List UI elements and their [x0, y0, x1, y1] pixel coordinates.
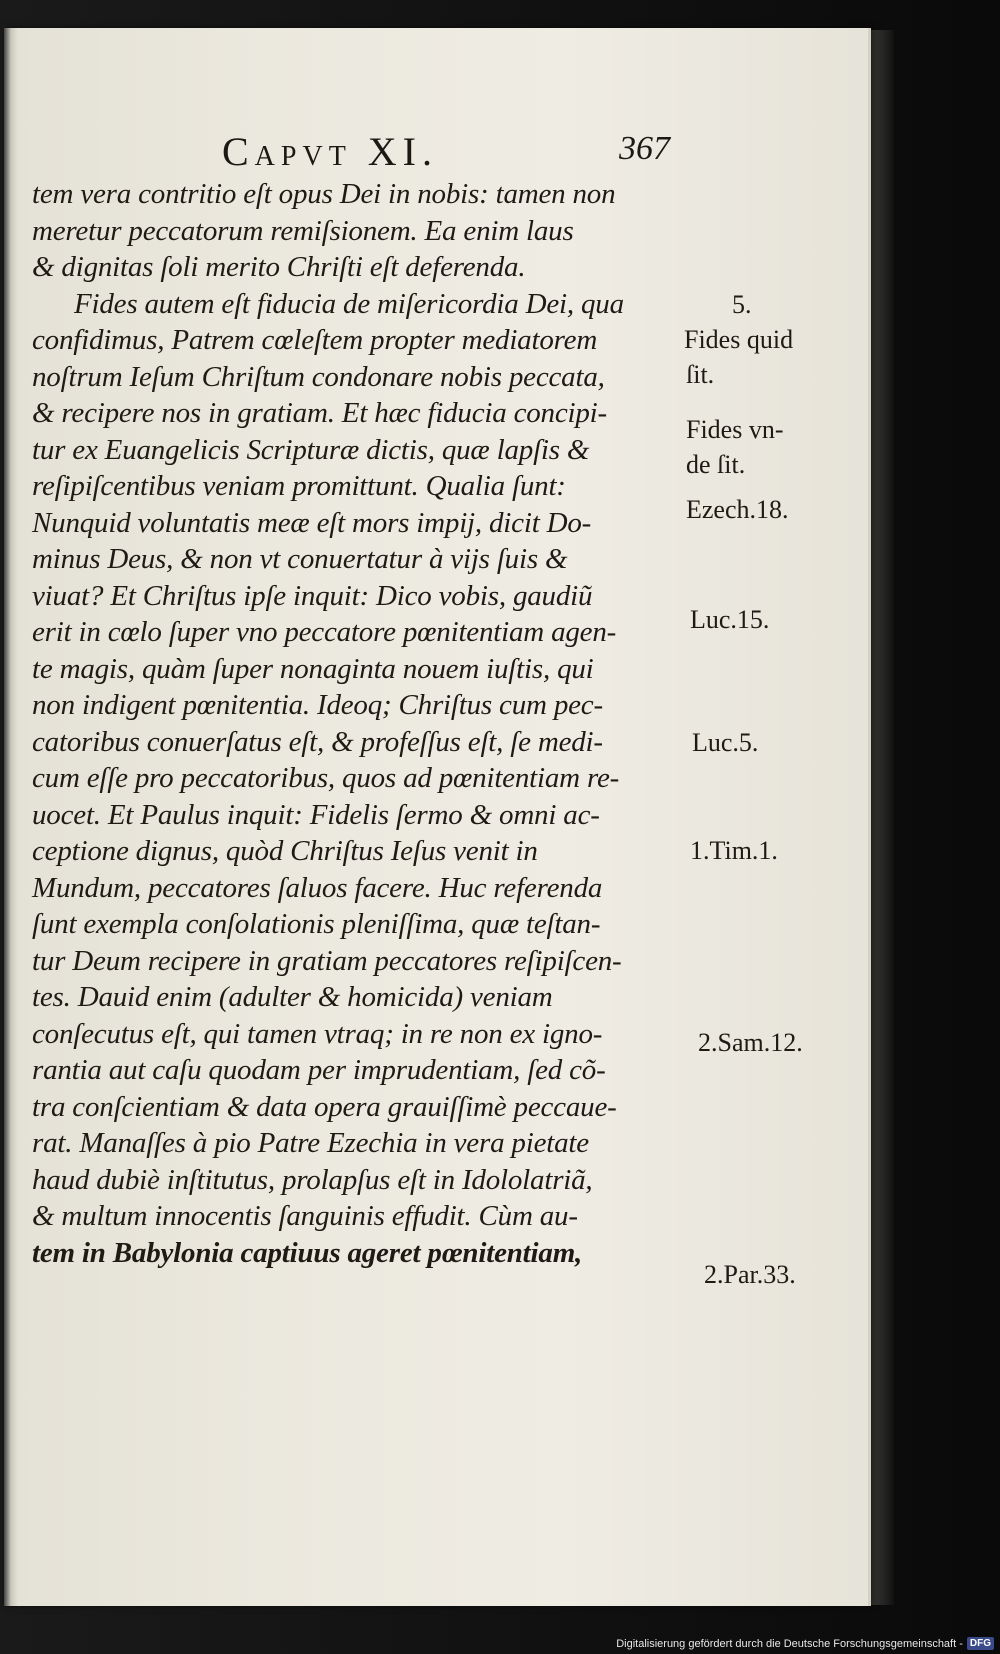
- text-line: confidimus, Patrem cœleſtem propter mediatorem: [32, 324, 598, 356]
- footer-credit: [616, 1637, 994, 1650]
- text-line: catoribus conuerſatus eſt, & profeſſus eſt, ſe medi-: [32, 725, 603, 758]
- margin-note-sam: 2.Sam.12.: [698, 1028, 803, 1057]
- text-line: & recipere nos in gratiam. Et hæc fiducia concipi-: [32, 397, 607, 429]
- book-page: [4, 28, 871, 1606]
- margin-note-tim: 1.Tim.1.: [690, 836, 778, 865]
- margin-note-de-sit: de ſit.: [686, 450, 746, 479]
- margin-note-fides-quid: Fides quid: [684, 325, 794, 354]
- footer-text: Digitalisierung gefördert durch die Deutsche Forschungsgemeinschaft -: [616, 1637, 963, 1650]
- text-line: rantia aut caſu quodam per imprudentiam, ſed cõ-: [32, 1054, 606, 1086]
- text-line: Nunquid voluntatis meæ eſt mors impij, dicit Do-: [32, 506, 592, 539]
- margin-note-luc5: Luc.5.: [692, 728, 759, 757]
- text-line: uocet. Et Paulus inquit: Fidelis ſermo & omni ac-: [32, 798, 600, 831]
- text-line: tra conſcientiam & data opera grauiſſimè peccaue-: [32, 1090, 617, 1123]
- text-line: & dignitas ſoli merito Chriſti eſt deferenda.: [32, 251, 526, 283]
- text-line: cum eſſe pro peccatoribus, quos ad pœnitentiam re-: [32, 762, 620, 794]
- text-line: & multum innocentis ſanguinis effudit. Cùm au-: [32, 1200, 578, 1232]
- margin-note-sit: ſit.: [686, 360, 715, 389]
- page-number: 367: [619, 130, 670, 167]
- margin-note-fides-vnde: Fides vn-: [686, 415, 784, 444]
- text-line: Mundum, peccatores ſaluos facere. Huc referenda: [32, 871, 603, 904]
- text-line: tur Deum recipere in gratiam peccatores reſipiſcen-: [32, 944, 622, 977]
- text-line: ceptione dignus, quòd Chriſtus Ieſus venit in: [32, 835, 538, 867]
- text-line: erit in cœlo ſuper vno peccatore pœnitentiam agen-: [32, 616, 617, 648]
- margin-note-ezech: Ezech.18.: [686, 495, 789, 524]
- text-line: viuat? Et Chriſtus ipſe inquit: Dico vobis, gaudiũ: [32, 579, 593, 612]
- page-edge: [868, 30, 894, 1605]
- text-line: haud dubiè inſtitutus, prolapſus eſt in Idololatriã,: [32, 1163, 593, 1196]
- margin-note-par: 2.Par.33.: [704, 1260, 796, 1289]
- margin-note-5: 5.: [732, 290, 752, 319]
- dfg-logo: DFG: [967, 1637, 994, 1650]
- text-line: noſtrum Ieſum Chriſtum condonare nobis peccata,: [32, 360, 605, 393]
- text-line: rat. Manaſſes à pio Patre Ezechia in vera pietate: [32, 1127, 589, 1159]
- running-header: [4, 128, 868, 172]
- text-line: tur ex Euangelicis Scripturæ dictis, quæ lapſis &: [32, 433, 590, 466]
- text-line: tem in Babylonia captiuus ageret pœnitentiam,: [32, 1236, 583, 1269]
- text-line: te magis, quàm ſuper nonaginta nouem iuſtis, qui: [32, 652, 594, 685]
- body-text: [32, 176, 692, 1271]
- text-line: tem vera contritio eſt opus Dei in nobis: tamen non: [32, 178, 616, 210]
- text-line: reſipiſcentibus veniam promittunt. Qualia ſunt:: [32, 470, 566, 502]
- text-line: Fides autem eſt fiducia de miſericordia Dei, qua: [74, 287, 624, 320]
- chapter-title: Capvt XI.: [222, 129, 439, 174]
- text-line: meretur peccatorum remiſsionem. Ea enim laus: [32, 214, 574, 247]
- text-line: conſecutus eſt, qui tamen vtraq; in re non ex igno-: [32, 1017, 603, 1050]
- text-line: tes. Dauid enim (adulter & homicida) veniam: [32, 981, 553, 1013]
- text-line: non indigent pœnitentia. Ideoq; Chriſtus cum pec-: [32, 689, 603, 721]
- text-line: ſunt exempla conſolationis pleniſſima, quæ teſtan-: [32, 908, 601, 940]
- text-line: minus Deus, & non vt conuertatur à vijs ſuis &: [32, 543, 568, 575]
- margin-note-luc15: Luc.15.: [690, 605, 770, 634]
